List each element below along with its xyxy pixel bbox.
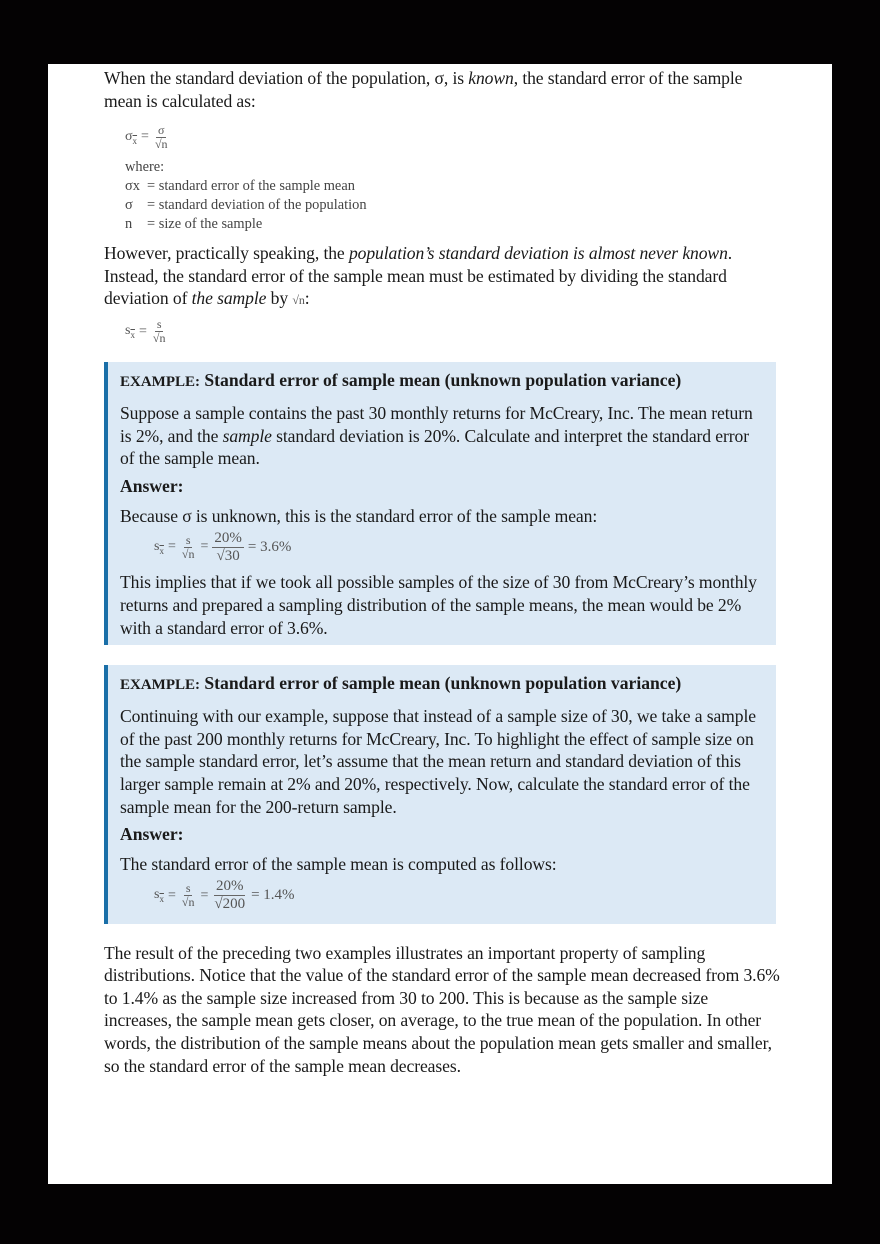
example-box-2 xyxy=(104,665,776,924)
fraction: $\frac{\sigma}{√n}$ xyxy=(154,122,168,151)
document-page xyxy=(48,64,832,1184)
formula-known-sigma xyxy=(125,122,780,152)
closing-paragraph: The result of the preceding two examples illustrates an important property of sampling distributions. Notice that the value of the standard error of the sample mean decreased from 3.6% to 1.4% as the sample size increased from 30 to 200. This is because as the sample size increases, the sample mean gets closer, on average, to the true mean of the population. In other words, the distribution of the sample means about the population mean gets smaller and smaller, so the standard error of the sample mean decreases. xyxy=(104,942,780,1076)
answer-text: Because σ is unknown, this is the standard error of the sample mean: xyxy=(120,505,598,526)
where-label: where: xyxy=(125,159,165,176)
example-conclusion: This implies that if we took all possible samples of the size of 30 from McCreary’s monthly returns and prepared a sampling distribution of the sample means, the mean would be 2% with a standard error of 3.6%. xyxy=(120,572,757,638)
example-box-1 xyxy=(104,362,776,645)
sqrt-n-symbol: √n xyxy=(292,293,305,308)
formula-unknown-sigma xyxy=(125,316,780,348)
answer-formula: $s_{\overline{x}}$ = $\frac{s}{√n}$ = $\frac{20\%}{√200}$ = 1.4% xyxy=(154,878,295,913)
page-content xyxy=(104,67,780,1077)
equals-sign: = xyxy=(141,129,149,145)
intro-text-end: , the standard error of the sample mean is calculated as: xyxy=(104,68,743,111)
paragraph-sample-estimate: However, practically speaking, the population’s standard deviation is almost never known. Instead, the standard error of the sample mean must be estimated by dividing the standard deviation of the sample by √n: xyxy=(104,243,733,309)
where-row: n = size of the sample xyxy=(125,216,263,233)
answer-label: Answer: xyxy=(120,824,184,845)
where-row: σ = standard deviation of the population xyxy=(125,197,367,214)
formula-lhs: $s_{\overline{x}}$ xyxy=(125,323,135,341)
answer-formula: $s_{\overline{x}}$ = $\frac{s}{√n}$ = $\frac{20\%}{√30}$ = 3.6% xyxy=(154,529,292,564)
fraction: $\frac{s}{√n}$ xyxy=(152,317,166,346)
formula-lhs: $\sigma_{\overline{x}}$ xyxy=(125,128,138,146)
intro-emphasis: known xyxy=(468,68,514,88)
intro-paragraph xyxy=(104,67,780,112)
example-heading: EXAMPLE: Standard error of sample mean (unknown population variance) xyxy=(120,369,682,390)
answer-label: Answer: xyxy=(120,475,184,496)
intro-text: When the standard deviation of the population, σ, is xyxy=(104,68,469,88)
answer-text: The standard error of the sample mean is computed as follows: xyxy=(120,854,557,875)
equals-sign: = xyxy=(138,323,147,339)
where-legend xyxy=(125,158,780,234)
where-row: σx = standard error of the sample mean xyxy=(125,178,355,195)
example-question: Continuing with our example, suppose that instead of a sample size of 30, we take a sample of the past 200 monthly returns for McCreary, Inc. To highlight the effect of sample size on the sample standard error, let’s assume that the mean return and standard deviation of this larger sample remain at 2% and 20%, respectively. Now, calculate the standard error of the sample mean for the 200-return sample. xyxy=(120,706,756,817)
example-heading: EXAMPLE: Standard error of sample mean (unknown population variance) xyxy=(120,673,682,694)
example-question: Suppose a sample contains the past 30 monthly returns for McCreary, Inc. The mean return is 2%, and the sample standard deviation is 20%. Calculate and interpret the standard error of the sample mean. xyxy=(120,402,753,469)
